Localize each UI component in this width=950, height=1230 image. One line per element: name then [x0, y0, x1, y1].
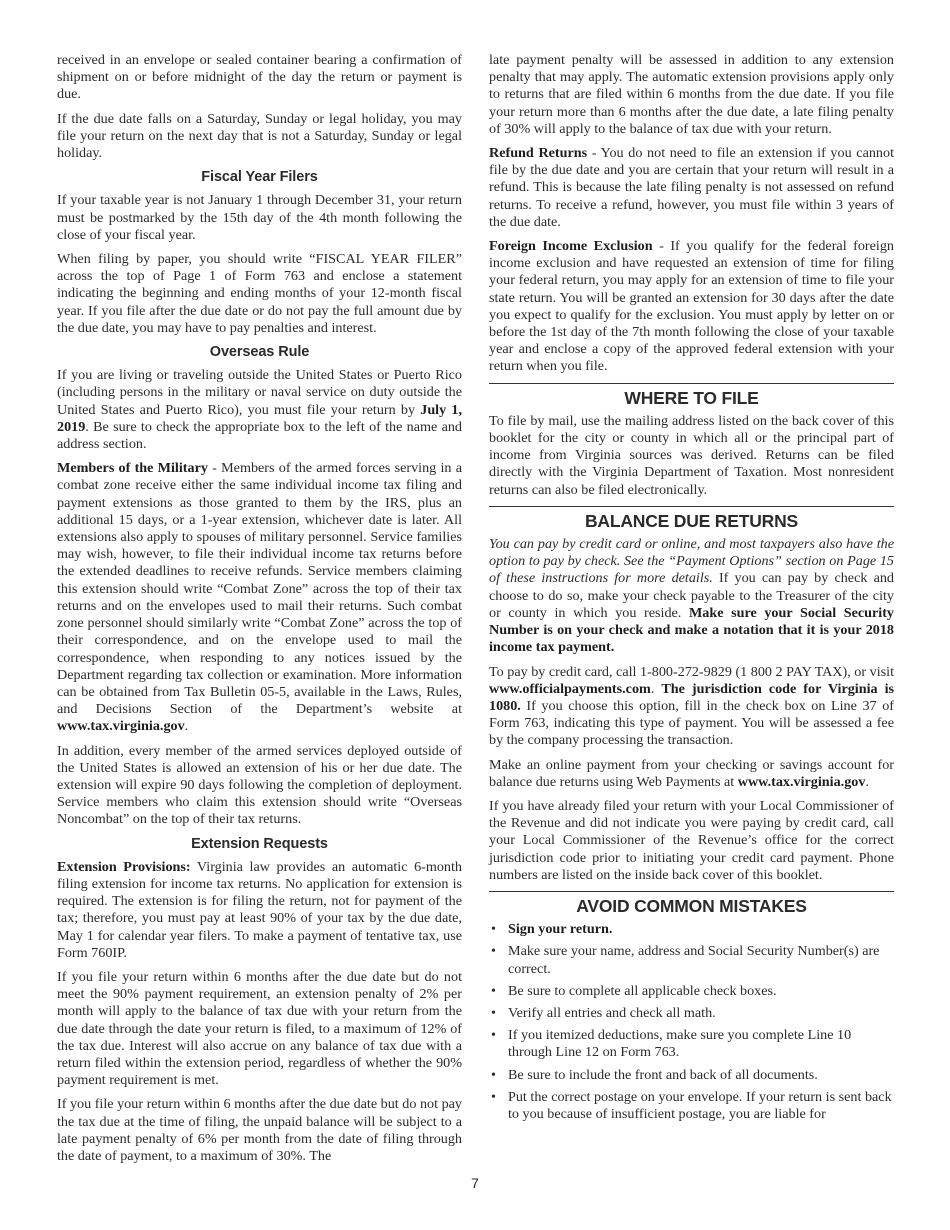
paragraph-refund-returns: Refund Returns - You do not need to file an extension if you cannot file by the due date and you are certain that your return will result in a refund. This is because the late filing penalty is not assessed on refund returns. To receive a refund, however, you must file within 3 years of the due date.: [489, 145, 894, 230]
paragraph-postmark: received in an envelope or sealed container bearing a confirmation of shipment on or before midnight of the day the return or payment is due.: [57, 52, 462, 103]
label-foreign-income-exclusion: Foreign Income Exclusion: [489, 238, 653, 255]
paragraph-where-to-file: To file by mail, use the mailing address listed on the back cover of this booklet for the city or county in which all or the principal part of income from Virginia sources was derived. Returns can be filed directly with the Virginia Department of Taxation. Most nonresident returns can also be filed electronically.: [489, 412, 894, 498]
paragraph-credit-card: To pay by credit card, call 1-800-272-9829 (1 800 2 PAY TAX), or visit www.officialpayments.com. The jurisdiction code for Virginia is 1080. If you choose this option, fill in the check box on Line 37 of Form 763, indicating this type of payment. You will be assessed a fee by the company processing the transaction.: [489, 663, 894, 749]
link-officialpayments[interactable]: www.officialpayments.com: [489, 680, 651, 697]
page-number: 7: [471, 1175, 479, 1191]
paragraph-overseas: If you are living or traveling outside the United States or Puerto Rico (including persons in the military or naval service on duty outside the United States and Puerto Rico), you must file your return by July 1, 2019. Be sure to check the appropriate box to the left of the name and address section.: [57, 367, 462, 453]
heading-balance-due-returns: BALANCE DUE RETURNS: [489, 506, 894, 530]
paragraph-online-payment: Make an online payment from your checking or savings account for balance due returns using Web Payments at www.tax.virginia.gov.: [489, 756, 894, 790]
paragraph-due-date-holiday: If the due date falls on a Saturday, Sunday or legal holiday, you may file your return on the next day that is not a Saturday, Sunday or legal holiday.: [57, 110, 462, 162]
heading-where-to-file: WHERE TO FILE: [489, 383, 894, 407]
paragraph-balance-due: You can pay by credit card or online, and most taxpayers also have the option to pay by check. See the “Payment Options” section on Page 15 of these instructions for more details. If you can pay by check and choose to do so, make your check payable to the Treasurer of the city or county in which you reside. Make sure your Social Security Number is on your check and make a notation that it is your 2018 income tax payment.: [489, 536, 894, 656]
paragraph-deployed-extension: In addition, every member of the armed services deployed outside of the United States is allowed an extension of his or her due date. The extension will expire 90 days following the completion of deployment. Service members who claim this extension should write “Overseas Noncombat” on the top of their tax returns.: [57, 742, 462, 828]
link-tax-virginia-gov[interactable]: www.tax.virginia.gov: [57, 718, 185, 735]
list-item: • Sign your return.: [489, 921, 894, 938]
paragraph-foreign-income-exclusion: Foreign Income Exclusion - If you qualify for the federal foreign income exclusion and have requested an extension of time for filing your federal return, you may apply for an extension of time to file your state return. You will be granted an extension for 30 days after the date you expect to qualify for the exclusion. You must apply by letter on or before the 1st day of the 7th month following the close of your taxable year and enclose a copy of the approved federal extension with your return when you file.: [489, 238, 894, 375]
list-item: • Make sure your name, address and Social Security Number(s) are correct.: [489, 943, 894, 977]
heading-fiscal-year-filers: Fiscal Year Filers: [201, 169, 318, 186]
paragraph-members-of-military: Members of the Military - Members of the armed forces serving in a combat zone receive either the same individual income tax filing and payment extensions as those granted to them by the IRS, plus an additional 15 days, or a 1-year extension, whichever date is later. All extensions also apply to spouses of military personnel. Service families may wish, however, to file their individual income tax returns before the extended deadlines to receive refunds. Service members claiming this extension should write “Combat Zone” across the top of their tax returns and on the envelopes used to mail their returns. Such combat zone personnel should similarly write “Combat Zone” across the top of their correspondence, and on the envelope used to mail the correspondence, when responding to any notices issued by the Department regarding tax collection or examination. More information can be obtained from Tax Bulletin 05-5, available in the Laws, Rules, and Decisions Section of the Department’s website at www.tax.virginia.gov.: [57, 460, 462, 735]
label-members-of-military: Members of the Military: [57, 460, 208, 477]
heading-avoid-common-mistakes: AVOID COMMON MISTAKES: [489, 891, 894, 915]
heading-extension-requests: Extension Requests: [191, 835, 328, 852]
paragraph-late-payment-penalty: If you file your return within 6 months after the due date but do not pay the tax due at the time of filing, the unpaid balance will be subject to a late payment penalty of 6% per month from the date of filing through the date of payment, to a maximum of 30%. The: [57, 1096, 462, 1164]
list-item: • Be sure to include the front and back of all documents.: [489, 1067, 894, 1084]
label-refund-returns: Refund Returns: [489, 145, 588, 162]
list-item: • Put the correct postage on your envelope. If your return is sent back to you because of insufficient postage, you are liable for: [489, 1089, 894, 1123]
link-tax-virginia-gov-payments[interactable]: www.tax.virginia.gov: [737, 773, 866, 790]
paragraph-fiscal-taxable-year: If your taxable year is not January 1 through December 31, your return must be postmarked by the 15th day of the 4th month following the close of your fiscal year.: [57, 192, 462, 243]
list-item: • If you itemized deductions, make sure you complete Line 10 through Line 12 on Form 763.: [489, 1027, 894, 1061]
list-item: • Be sure to complete all applicable check boxes.: [489, 983, 894, 1000]
right-column: [489, 52, 894, 1128]
heading-overseas-rule: Overseas Rule: [209, 344, 310, 361]
paragraph-late-payment-continued: late payment penalty will be assessed in addition to any extension penalty that may apply. The automatic extension provisions apply only to returns that are filed within 6 months from the due date. If you file your return more than 6 months after the due date, a late filing penalty of 30% will apply to the balance of tax due with your return.: [489, 52, 894, 137]
list-item: • Verify all entries and check all math.: [489, 1005, 894, 1022]
paragraph-extension-penalty: If you file your return within 6 months after the due date but do not meet the 90% payment requirement, an extension penalty of 2% per month will apply to the balance of tax due with your return from the due date through the date your return is filed, to a maximum of 12% of the tax due. Interest will also accrue on any balance of tax due with a return filed within the extension period, regardless of whether the 90% payment requirement is met.: [57, 968, 462, 1089]
paragraph-local-commissioner: If you have already filed your return with your Local Commissioner of the Revenue and did not indicate you were paying by credit card, call your Local Commissioner of the Revenue’s office for the correct jurisdiction code prior to initiating your credit card payment. Phone numbers are listed on the inside back cover of this booklet.: [489, 797, 894, 883]
mistakes-list: [489, 921, 894, 1123]
paragraph-extension-provisions: Extension Provisions: Virginia law provides an automatic 6-month filing extension for income tax returns. No application for extension is required. The extension is for filing the return, not for payment of the tax; therefore, you must pay at least 90% of your tax by the due date, May 1 for calendar year filers. To make a payment of tentative tax, use Form 760IP.: [57, 858, 462, 961]
label-extension-provisions: Extension Provisions:: [57, 858, 191, 875]
paragraph-fiscal-paper-filing: When filing by paper, you should write “FISCAL YEAR FILER” across the top of Page 1 of Form 763 and enclose a statement indicating the beginning and ending months of your 12-month fiscal year. If you file after the due date or do not pay the full amount due by the due date, you may have to pay penalties and interest.: [57, 251, 462, 336]
left-column: [57, 52, 462, 1172]
